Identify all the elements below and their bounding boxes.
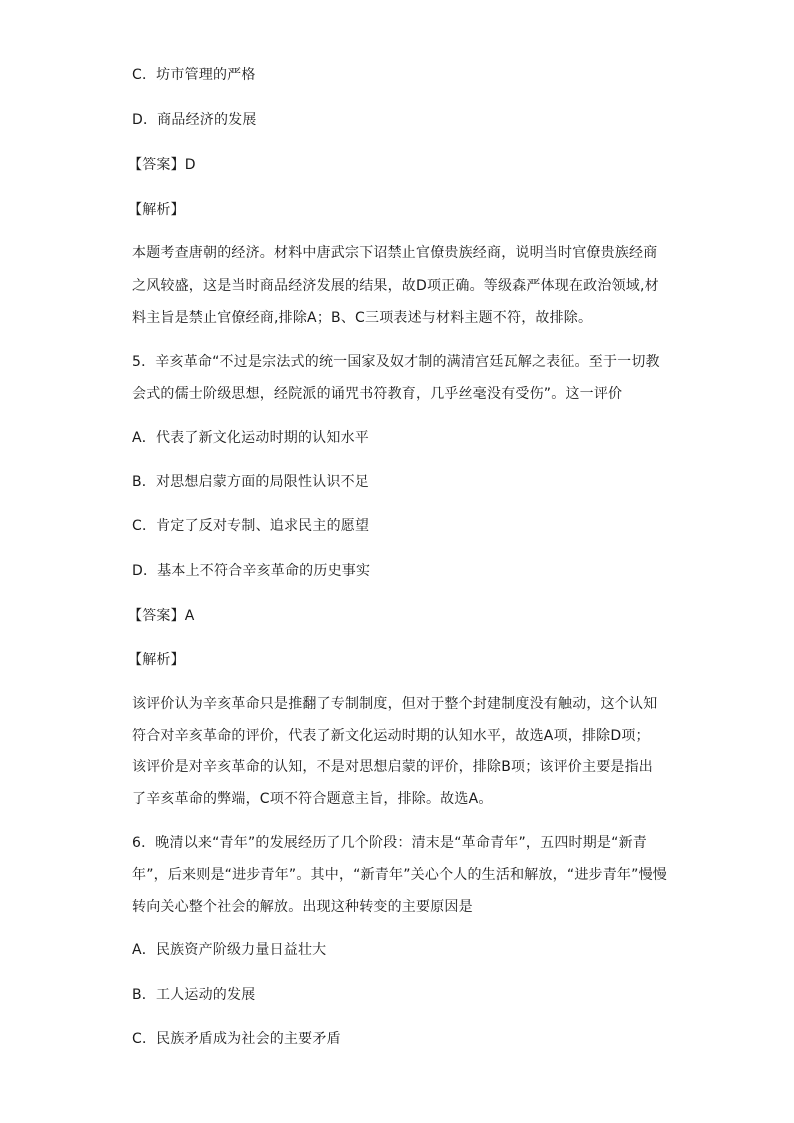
q6-option-b: B．工人运动的发展 [132,987,256,1003]
q5-option-b: B．对思想启蒙方面的局限性认识不足 [132,474,370,490]
q5-analysis-line-2: 符合对辛亥革命的评价，代表了新文化运动时期的认知水平，故选A项，排除D项； [132,728,650,744]
q6-option-c: C．民族矛盾成为社会的主要矛盾 [132,1031,341,1047]
q6-stem-line-3: 转向关心整个社会的解放。出现这种转变的主要原因是 [132,899,473,915]
q5-answer: 【答案】A [128,608,195,624]
q5-stem-line-1: 5．辛亥革命“不过是宗法式的统一国家及奴才制的满清宫廷瓦解之表征。至于一切教 [132,354,660,370]
q4-option-c: C．坊市管理的严格 [132,67,256,83]
q6-stem-line-2: 年”，后来则是“进步青年”。其中，“新青年”关心个人的生活和解放，“进步青年”慢慢 [132,867,667,883]
q5-stem-line-2: 会式的儒士阶级思想，经院派的诵咒书符教育，几乎丝毫没有受伤”。这一评价 [132,386,623,402]
q6-stem-line-1: 6．晚清以来“青年”的发展经历了几个阶段：清末是“革命青年”，五四时期是“新青 [132,835,647,851]
q6-option-a: A．民族资产阶级力量日益壮大 [132,942,327,958]
q4-analysis-line-3: 料主旨是禁止官僚经商,排除A；B、C三项表述与材料主题不符，故排除。 [132,310,593,326]
q4-answer: 【答案】D [128,157,196,173]
q5-option-c: C．肯定了反对专制、追求民主的愿望 [132,518,370,534]
q5-analysis-label: 【解析】 [128,652,185,668]
q4-analysis-line-1: 本题考查唐朝的经济。材料中唐武宗下诏禁止官僚贵族经商，说明当时官僚贵族经商 [132,245,658,261]
q4-analysis-label: 【解析】 [128,202,185,218]
q5-analysis-line-1: 该评价认为辛亥革命只是推翻了专制制度，但对于整个封建制度没有触动，这个认知 [132,696,658,712]
q5-option-a: A．代表了新文化运动时期的认知水平 [132,430,369,446]
q5-analysis-line-3: 该评价是对辛亥革命的认知，不是对思想启蒙的评价，排除B项；该评价主要是指出 [132,759,654,775]
q5-analysis-line-4: 了辛亥革命的弊端，C项不符合题意主旨，排除。故选A。 [132,791,493,807]
q4-option-d: D．商品经济的发展 [132,112,257,128]
q4-analysis-line-2: 之风较盛，这是当时商品经济发展的结果，故D项正确。等级森严体现在政治领域,材 [132,278,659,294]
q5-option-d: D．基本上不符合辛亥革命的历史事实 [132,563,371,579]
